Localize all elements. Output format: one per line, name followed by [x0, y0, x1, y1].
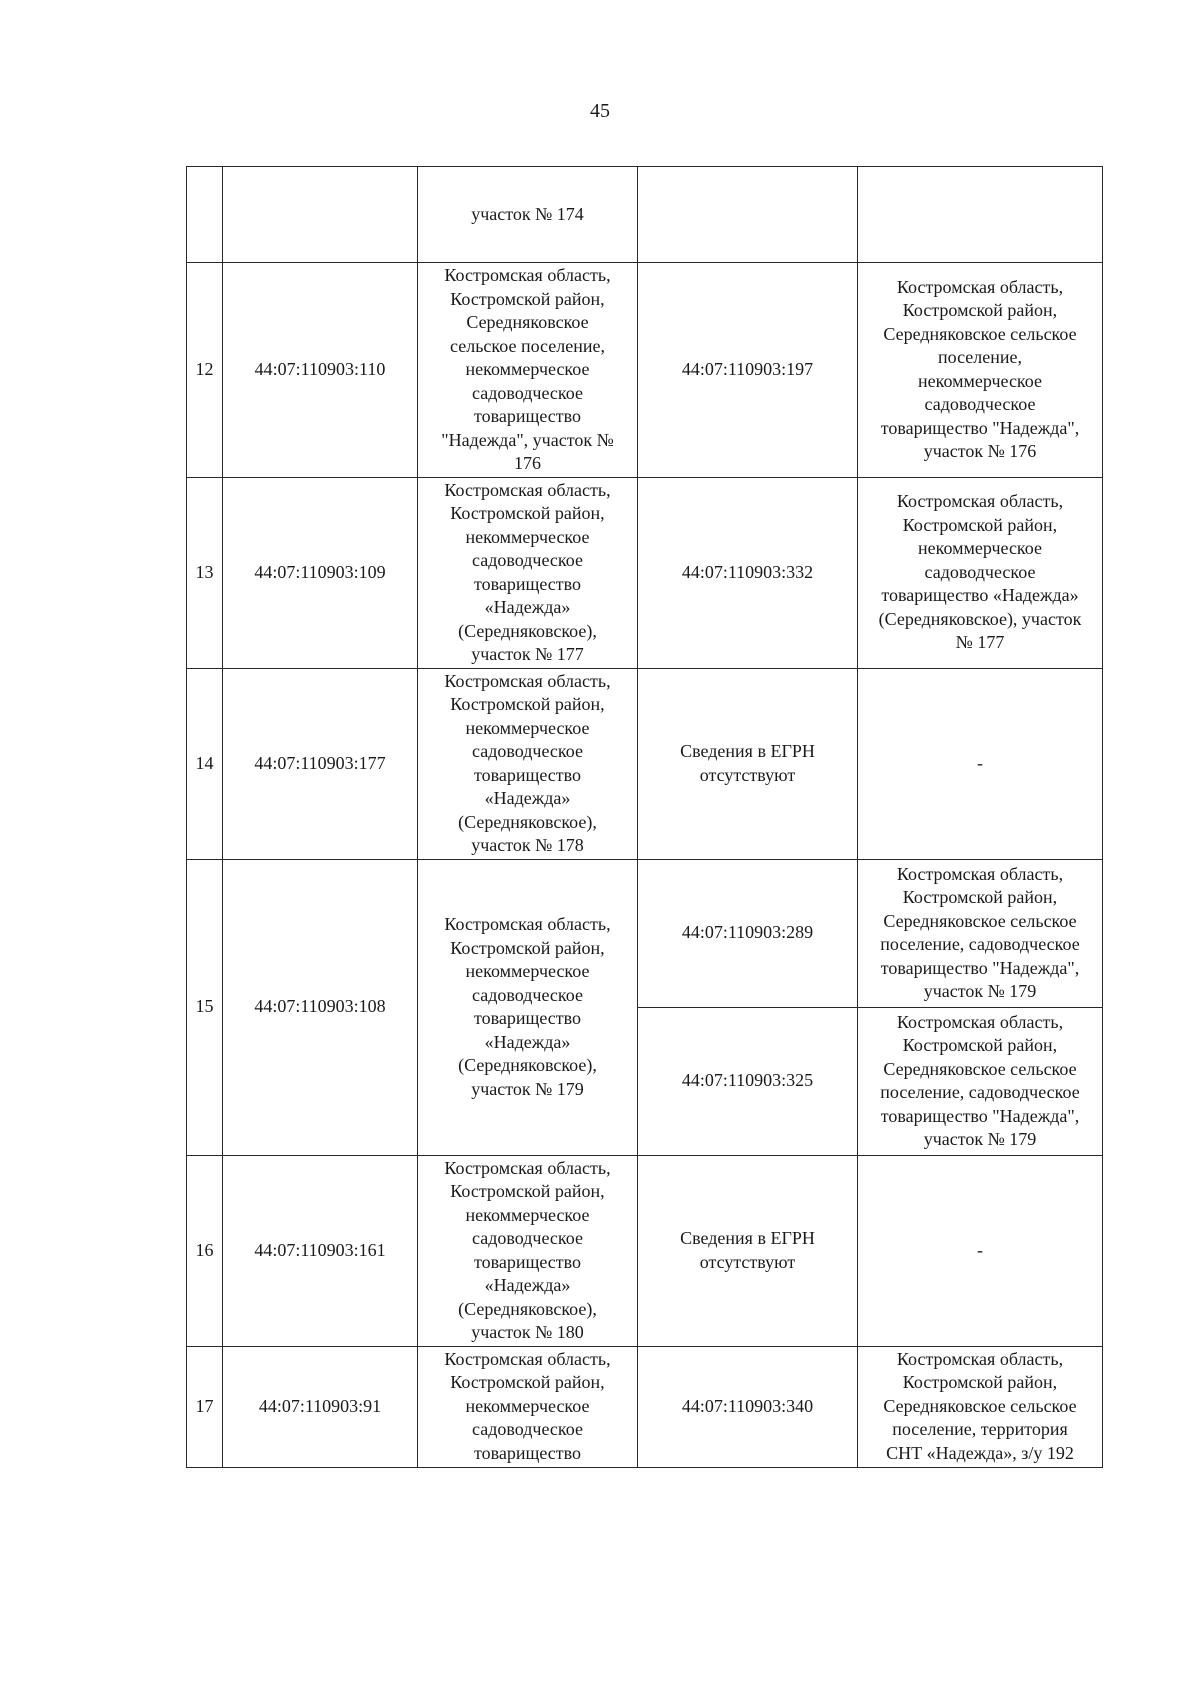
text-line: товарищество	[473, 573, 582, 594]
text-line: Костромская область,	[896, 863, 1064, 884]
related-address-cell	[858, 477, 1103, 668]
text-line: некоммерческое	[465, 359, 590, 379]
text-line: некоммерческое	[465, 717, 590, 738]
text-line: товарищество "Надежда",	[880, 1105, 1080, 1126]
text-line: «Надежда»	[484, 788, 571, 808]
text-line: Сведения в ЕГРН	[680, 1228, 815, 1248]
text-line: участок № 179	[923, 1129, 1037, 1149]
text-line: поселение,	[937, 347, 1022, 368]
address-cell	[418, 1155, 638, 1346]
text-line: садоводческое	[472, 1419, 583, 1440]
text-line: товарищество «Надежда»	[881, 585, 1079, 606]
text-line: Середняковское сельское	[883, 1058, 1077, 1079]
text-line: Костромской район,	[902, 1372, 1058, 1393]
related-address-cell	[858, 1007, 1103, 1155]
address-cell	[418, 263, 638, 478]
row-number-cell	[187, 167, 223, 263]
related-cadastral-cell: 44:07:110903:325	[638, 1007, 858, 1155]
text-line: Костромская область,	[444, 914, 611, 934]
text-line: Середняковское	[466, 312, 589, 332]
text-line: СНТ «Надежда», з/у 192	[886, 1442, 1074, 1463]
text-line: некоммерческое	[465, 1204, 590, 1225]
table-row-continuation	[187, 167, 1103, 263]
text-line: Костромская область,	[896, 276, 1064, 297]
text-line: Костромской район,	[450, 1372, 605, 1393]
text-line: Костромская область,	[444, 670, 611, 691]
land-plots-table	[186, 166, 1103, 1468]
text-line: Сведения в ЕГРН	[680, 741, 815, 761]
text-line: Костромской район,	[450, 694, 605, 714]
related-address-cell	[858, 1346, 1103, 1467]
row-number-cell: 14	[187, 668, 223, 859]
text-line: Костромская область,	[444, 1157, 611, 1178]
text-line: участок № 176	[923, 441, 1037, 462]
text-line: (Середняковское),	[458, 1055, 597, 1075]
text-line: поселение, территория	[892, 1419, 1068, 1440]
text-line: Костромской район,	[450, 503, 605, 523]
text-line: Костромской район,	[902, 1035, 1058, 1055]
text-line: отсутствуют	[699, 764, 796, 785]
text-line: товарищество "Надежда",	[880, 417, 1080, 438]
text-line: Костромской район,	[902, 887, 1058, 907]
text-line: участок № 174	[471, 203, 584, 224]
text-line: поселение, садоводческое	[880, 1082, 1080, 1102]
text-line: Костромская область,	[444, 1348, 611, 1369]
text-line: Костромской район,	[450, 288, 605, 309]
text-line: № 177	[955, 632, 1005, 653]
table-row	[187, 477, 1103, 668]
address-cell	[418, 477, 638, 668]
cadastral-number-cell	[223, 167, 418, 263]
text-line: (Середняковское),	[458, 1298, 597, 1319]
text-line: "Надежда", участок №	[441, 429, 614, 450]
text-line: участок № 180	[471, 1322, 584, 1342]
cadastral-number-cell: 44:07:110903:91	[223, 1346, 418, 1467]
text-line: садоводческое	[472, 550, 583, 570]
text-line: участок № 179	[923, 981, 1037, 1001]
text-line: «Надежда»	[484, 1275, 571, 1295]
related-address-cell	[858, 1155, 1103, 1346]
text-line: Костромская область,	[896, 491, 1064, 512]
text-line: отсутствуют	[699, 1251, 796, 1272]
text-line: «Надежда»	[484, 597, 571, 617]
text-line: садоводческое	[472, 382, 583, 403]
related-cadastral-cell	[638, 167, 858, 263]
text-line: (Середняковское),	[458, 620, 597, 641]
cadastral-number-cell: 44:07:110903:109	[223, 477, 418, 668]
related-address-cell	[858, 167, 1103, 263]
text-line: садоводческое	[924, 394, 1036, 415]
page-number: 45	[590, 100, 610, 122]
text-line: «Надежда»	[484, 1031, 571, 1052]
text-line: Костромская область,	[444, 479, 611, 500]
text-line: садоводческое	[472, 984, 583, 1005]
table-row	[187, 1346, 1103, 1467]
table-body	[187, 167, 1103, 1468]
related-cadastral-cell	[638, 668, 858, 859]
address-cell	[418, 859, 638, 1155]
text-line: товарищество	[473, 764, 582, 785]
cadastral-number-cell: 44:07:110903:177	[223, 668, 418, 859]
text-line: Середняковское сельское	[883, 323, 1077, 344]
related-address-cell	[858, 668, 1103, 859]
text-line: Костромской район,	[450, 937, 605, 958]
text-line: товарищество	[473, 406, 582, 426]
text-line: -	[977, 752, 983, 773]
text-line: Середняковское сельское	[883, 1395, 1077, 1416]
text-line: некоммерческое	[918, 370, 1042, 391]
cadastral-number-cell: 44:07:110903:110	[223, 263, 418, 478]
text-line: некоммерческое	[465, 1395, 590, 1416]
text-line: товарищество	[473, 1251, 582, 1272]
text-line: -	[977, 1239, 983, 1260]
address-cell	[418, 668, 638, 859]
text-line: Костромской район,	[902, 514, 1058, 535]
related-address-cell	[858, 263, 1103, 478]
row-number-cell: 16	[187, 1155, 223, 1346]
text-line: (Середняковское),	[458, 811, 597, 832]
text-line: товарищество "Надежда",	[880, 957, 1080, 978]
text-line: Костромская область,	[896, 1348, 1064, 1369]
text-line: участок № 178	[471, 835, 584, 855]
text-line: 176	[514, 453, 541, 473]
text-line: Костромской район,	[902, 300, 1058, 321]
cadastral-number-cell: 44:07:110903:161	[223, 1155, 418, 1346]
text-line: некоммерческое	[465, 526, 590, 547]
related-cadastral-cell: 44:07:110903:340	[638, 1346, 858, 1467]
row-number-cell: 12	[187, 263, 223, 478]
row-number-cell: 15	[187, 859, 223, 1155]
related-cadastral-cell: 44:07:110903:332	[638, 477, 858, 668]
text-line: товарищество	[473, 1442, 582, 1463]
row-number-cell: 13	[187, 477, 223, 668]
text-line: участок № 177	[471, 644, 584, 664]
text-line: товарищество	[473, 1008, 582, 1028]
related-cadastral-cell: 44:07:110903:197	[638, 263, 858, 478]
text-line: сельское поселение,	[450, 335, 605, 356]
table-row	[187, 1155, 1103, 1346]
text-line: (Середняковское), участок	[878, 608, 1082, 629]
address-cell	[418, 1346, 638, 1467]
table-row	[187, 263, 1103, 478]
table-row	[187, 668, 1103, 859]
related-address-cell	[858, 859, 1103, 1007]
text-line: поселение, садоводческое	[880, 934, 1080, 954]
cadastral-number-cell: 44:07:110903:108	[223, 859, 418, 1155]
table-row	[187, 859, 1103, 1007]
text-line: садоводческое	[924, 561, 1036, 582]
text-line: участок № 179	[471, 1078, 584, 1099]
text-line: садоводческое	[472, 741, 583, 761]
address-cell	[418, 167, 638, 263]
text-line: некоммерческое	[465, 961, 590, 981]
text-line: Середняковское сельское	[883, 910, 1077, 931]
text-line: Костромской район,	[450, 1181, 605, 1201]
related-cadastral-cell	[638, 1155, 858, 1346]
related-cadastral-cell: 44:07:110903:289	[638, 859, 858, 1007]
text-line: Костромская область,	[896, 1011, 1064, 1032]
text-line: Костромская область,	[444, 265, 611, 285]
text-line: некоммерческое	[918, 538, 1042, 559]
row-number-cell: 17	[187, 1346, 223, 1467]
text-line: садоводческое	[472, 1228, 583, 1248]
